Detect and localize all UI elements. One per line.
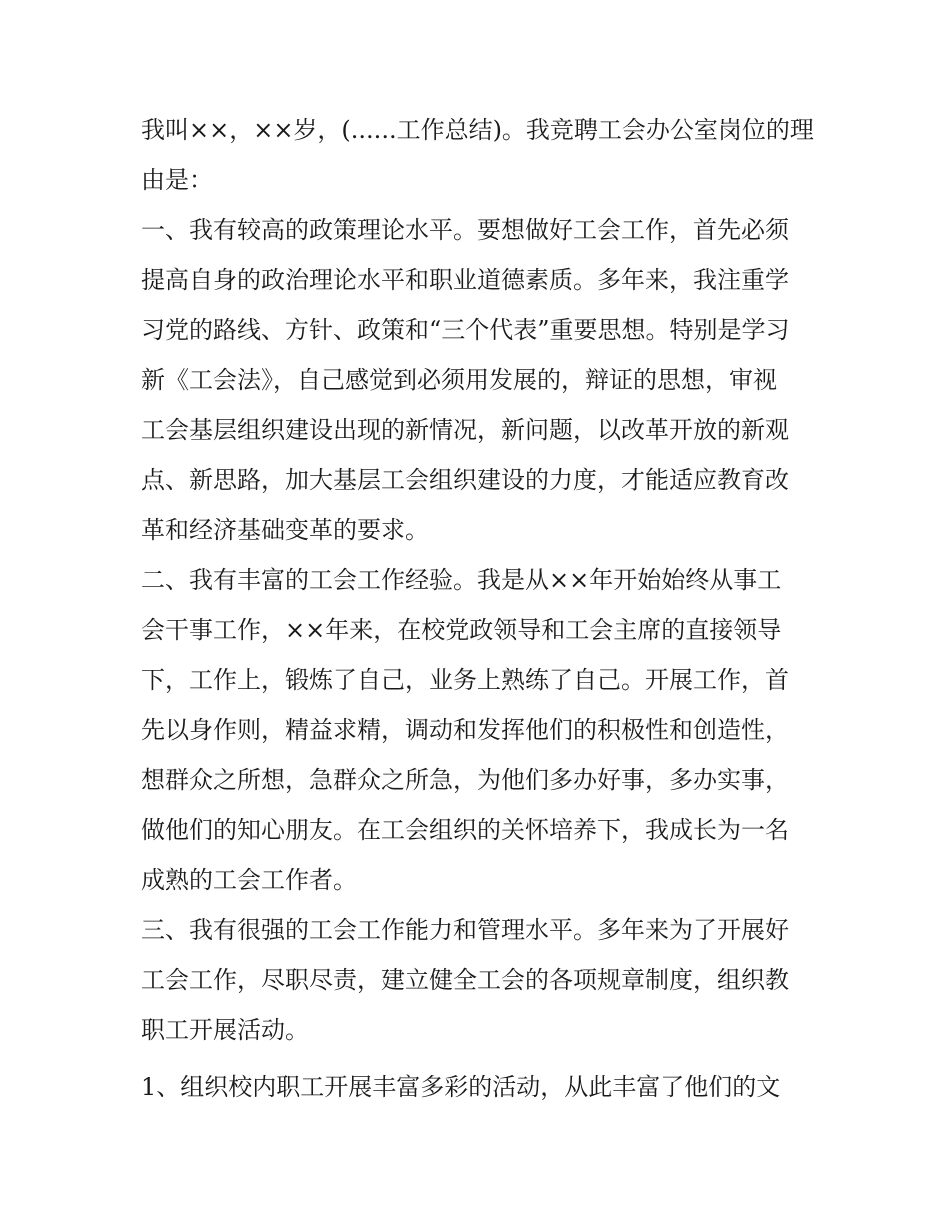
text-line: 工会工作，尽职尽责，建立健全工会的各项规章制度，组织教 bbox=[141, 966, 789, 994]
text-line: 想群众之所想，急群众之所急，为他们多办好事，多办实事， bbox=[141, 766, 789, 794]
text-line: 会干事工作，××年来，在校党政领导和工会主席的直接领导 bbox=[141, 616, 782, 644]
text-line: 革和经济基础变革的要求。 bbox=[141, 516, 429, 544]
text-line: 我叫××，××岁，(......工作总结)。我竞聘工会办公室岗位的理 bbox=[141, 116, 814, 144]
text-line: 二、我有丰富的工会工作经验。我是从××年开始始终从事工 bbox=[141, 566, 782, 594]
text-line: 下，工作上，锻炼了自己，业务上熟练了自己。开展工作，首 bbox=[141, 666, 789, 694]
text-line: 提高自身的政治理论水平和职业道德素质。多年来，我注重学 bbox=[141, 266, 789, 294]
text-line: 先以身作则，精益求精，调动和发挥他们的积极性和创造性， bbox=[141, 716, 789, 744]
text-line: 三、我有很强的工会工作能力和管理水平。多年来为了开展好 bbox=[141, 916, 789, 944]
text-line: 做他们的知心朋友。在工会组织的关怀培养下，我成长为一名 bbox=[141, 816, 789, 844]
text-line: 点、新思路，加大基层工会组织建设的力度，才能适应教育改 bbox=[141, 466, 789, 494]
text-line: 习党的路线、方针、政策和“三个代表”重要思想。特别是学习 bbox=[141, 316, 790, 344]
text-line: 1、组织校内职工开展丰富多彩的活动，从此丰富了他们的文 bbox=[141, 1073, 781, 1101]
text-line: 一、我有较高的政策理论水平。要想做好工会工作，首先必须 bbox=[141, 216, 789, 244]
text-line: 工会基层组织建设出现的新情况，新问题，以改革开放的新观 bbox=[141, 416, 789, 444]
text-line: 职工开展活动。 bbox=[141, 1016, 309, 1044]
text-line: 新《工会法》，自己感觉到必须用发展的，辩证的思想，审视 bbox=[141, 366, 777, 394]
text-line: 成熟的工会工作者。 bbox=[141, 866, 357, 894]
text-line: 由是： bbox=[141, 166, 213, 194]
